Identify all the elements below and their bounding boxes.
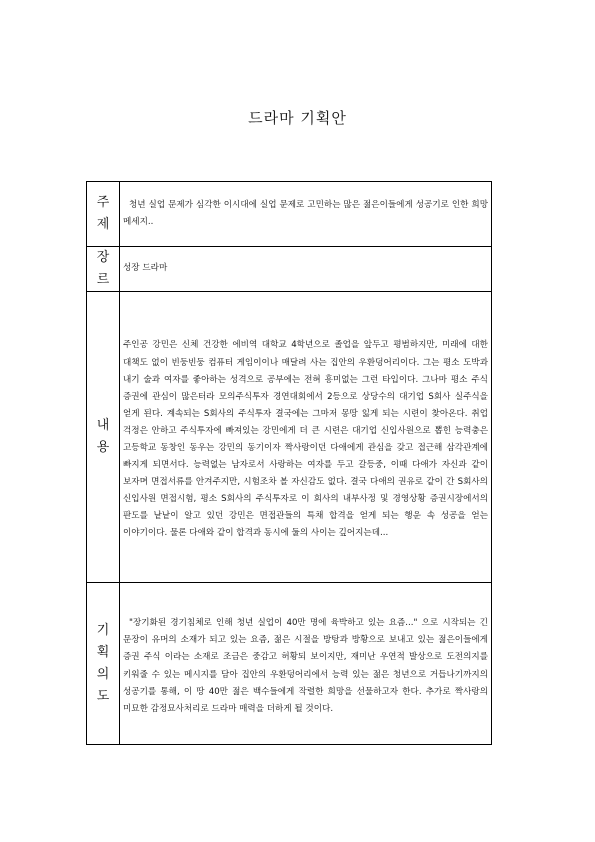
plan-table — [86, 181, 492, 745]
content-row — [87, 292, 492, 583]
intent-label: 기 획 의 도 — [87, 583, 120, 745]
intent-row — [87, 583, 492, 745]
genre-text: 성장 드라마 — [120, 247, 492, 292]
theme-label: 주 제 — [87, 182, 120, 247]
intent-text: "장기화된 경기침체로 인해 청년 실업이 40만 명에 육박하고 있는 요즘..." 으로 시작되는 긴 문장이 유머의 소재가 되고 있는 요즘, 젊은 시절을 방탕과 방황으로 보내고 있는 젊은이들에게 증권 주식 이라는 소재로 조금은 중감고 허황되 보이지만, 재미난 우연적 발상으로 도전의지를 키워줄 수 있는 메시지를 담아 집안의 우환덩어리에서 능력 있는 젊은 청년으로 거듭나기까지의 성공기를 통해, 이 땅 40만 젊은 백수들에게 작렬한 희망을 선물하고자 한다. 추가로 짝사랑의 미묘한 감정묘사처리로 드라마 매력을 더하게 될 것이다. — [120, 583, 492, 745]
content-label: 내 용 — [87, 292, 120, 583]
theme-row — [87, 182, 492, 247]
theme-text: 청년 실업 문제가 심각한 이시대에 실업 문제로 고민하는 많은 젊은이들에게 성공기로 인한 희망 메세지.. — [120, 182, 492, 247]
document-title: 드라마 기획안 — [248, 109, 347, 127]
genre-row — [87, 247, 492, 292]
content-text: 주인공 강민은 신체 건강한 에비역 대학교 4학년으로 졸업을 앞두고 평범하지만, 미래에 대한 대책도 없이 빈둥빈둥 컴퓨터 게임이이나 매달려 사는 집안의 우환덩어리이다. 그는 평소 도박과 내기 술과 여자를 좋아하는 성격으로 공부에는 전혀 흥미없는 그런 타입이다. 그나마 평소 주식 증권에 관심이 많은터라 모의주식투자 경연대회에서 2등으로 상당수의 대기업 S회사 실주식을 얻게 된다. 계속되는 S회사의 주식투자 결국에는 그마저 몽땅 잃게 되는 시련이 찾아온다. 취업 걱정은 안하고 주식투자에 빠져있는 강민에게 더 큰 시련은 대기업 신입사원으로 뽑힌 능력충은 고등학교 동창인 동우는 강민의 동기이자 짝사랑이던 다애에게 관심을 갖고 접근해 삼각관계에 빠지게 되면서다. 능력없는 남자로서 사랑하는 여자를 두고 갈등중, 이때 다애가 자신과 같이 보자며 면접서류를 안겨주지만, 시험조차 볼 자신감도 없다. 결국 다애의 권유로 같이 간 S회사의 신입사원 면접시험, 평소 S회사의 주식투자로 이 회사의 내부사정 및 경영상황 증권시장에서의 판도를 낱낱이 알고 있던 강민은 면접관들의 특채 합격을 얻게 되는 행운 속 성공을 얻는 이야기이다. 물론 다애와 같이 합격과 동시에 둘의 사이는 깊어지는데... — [120, 292, 492, 583]
genre-label: 장 르 — [87, 247, 120, 292]
